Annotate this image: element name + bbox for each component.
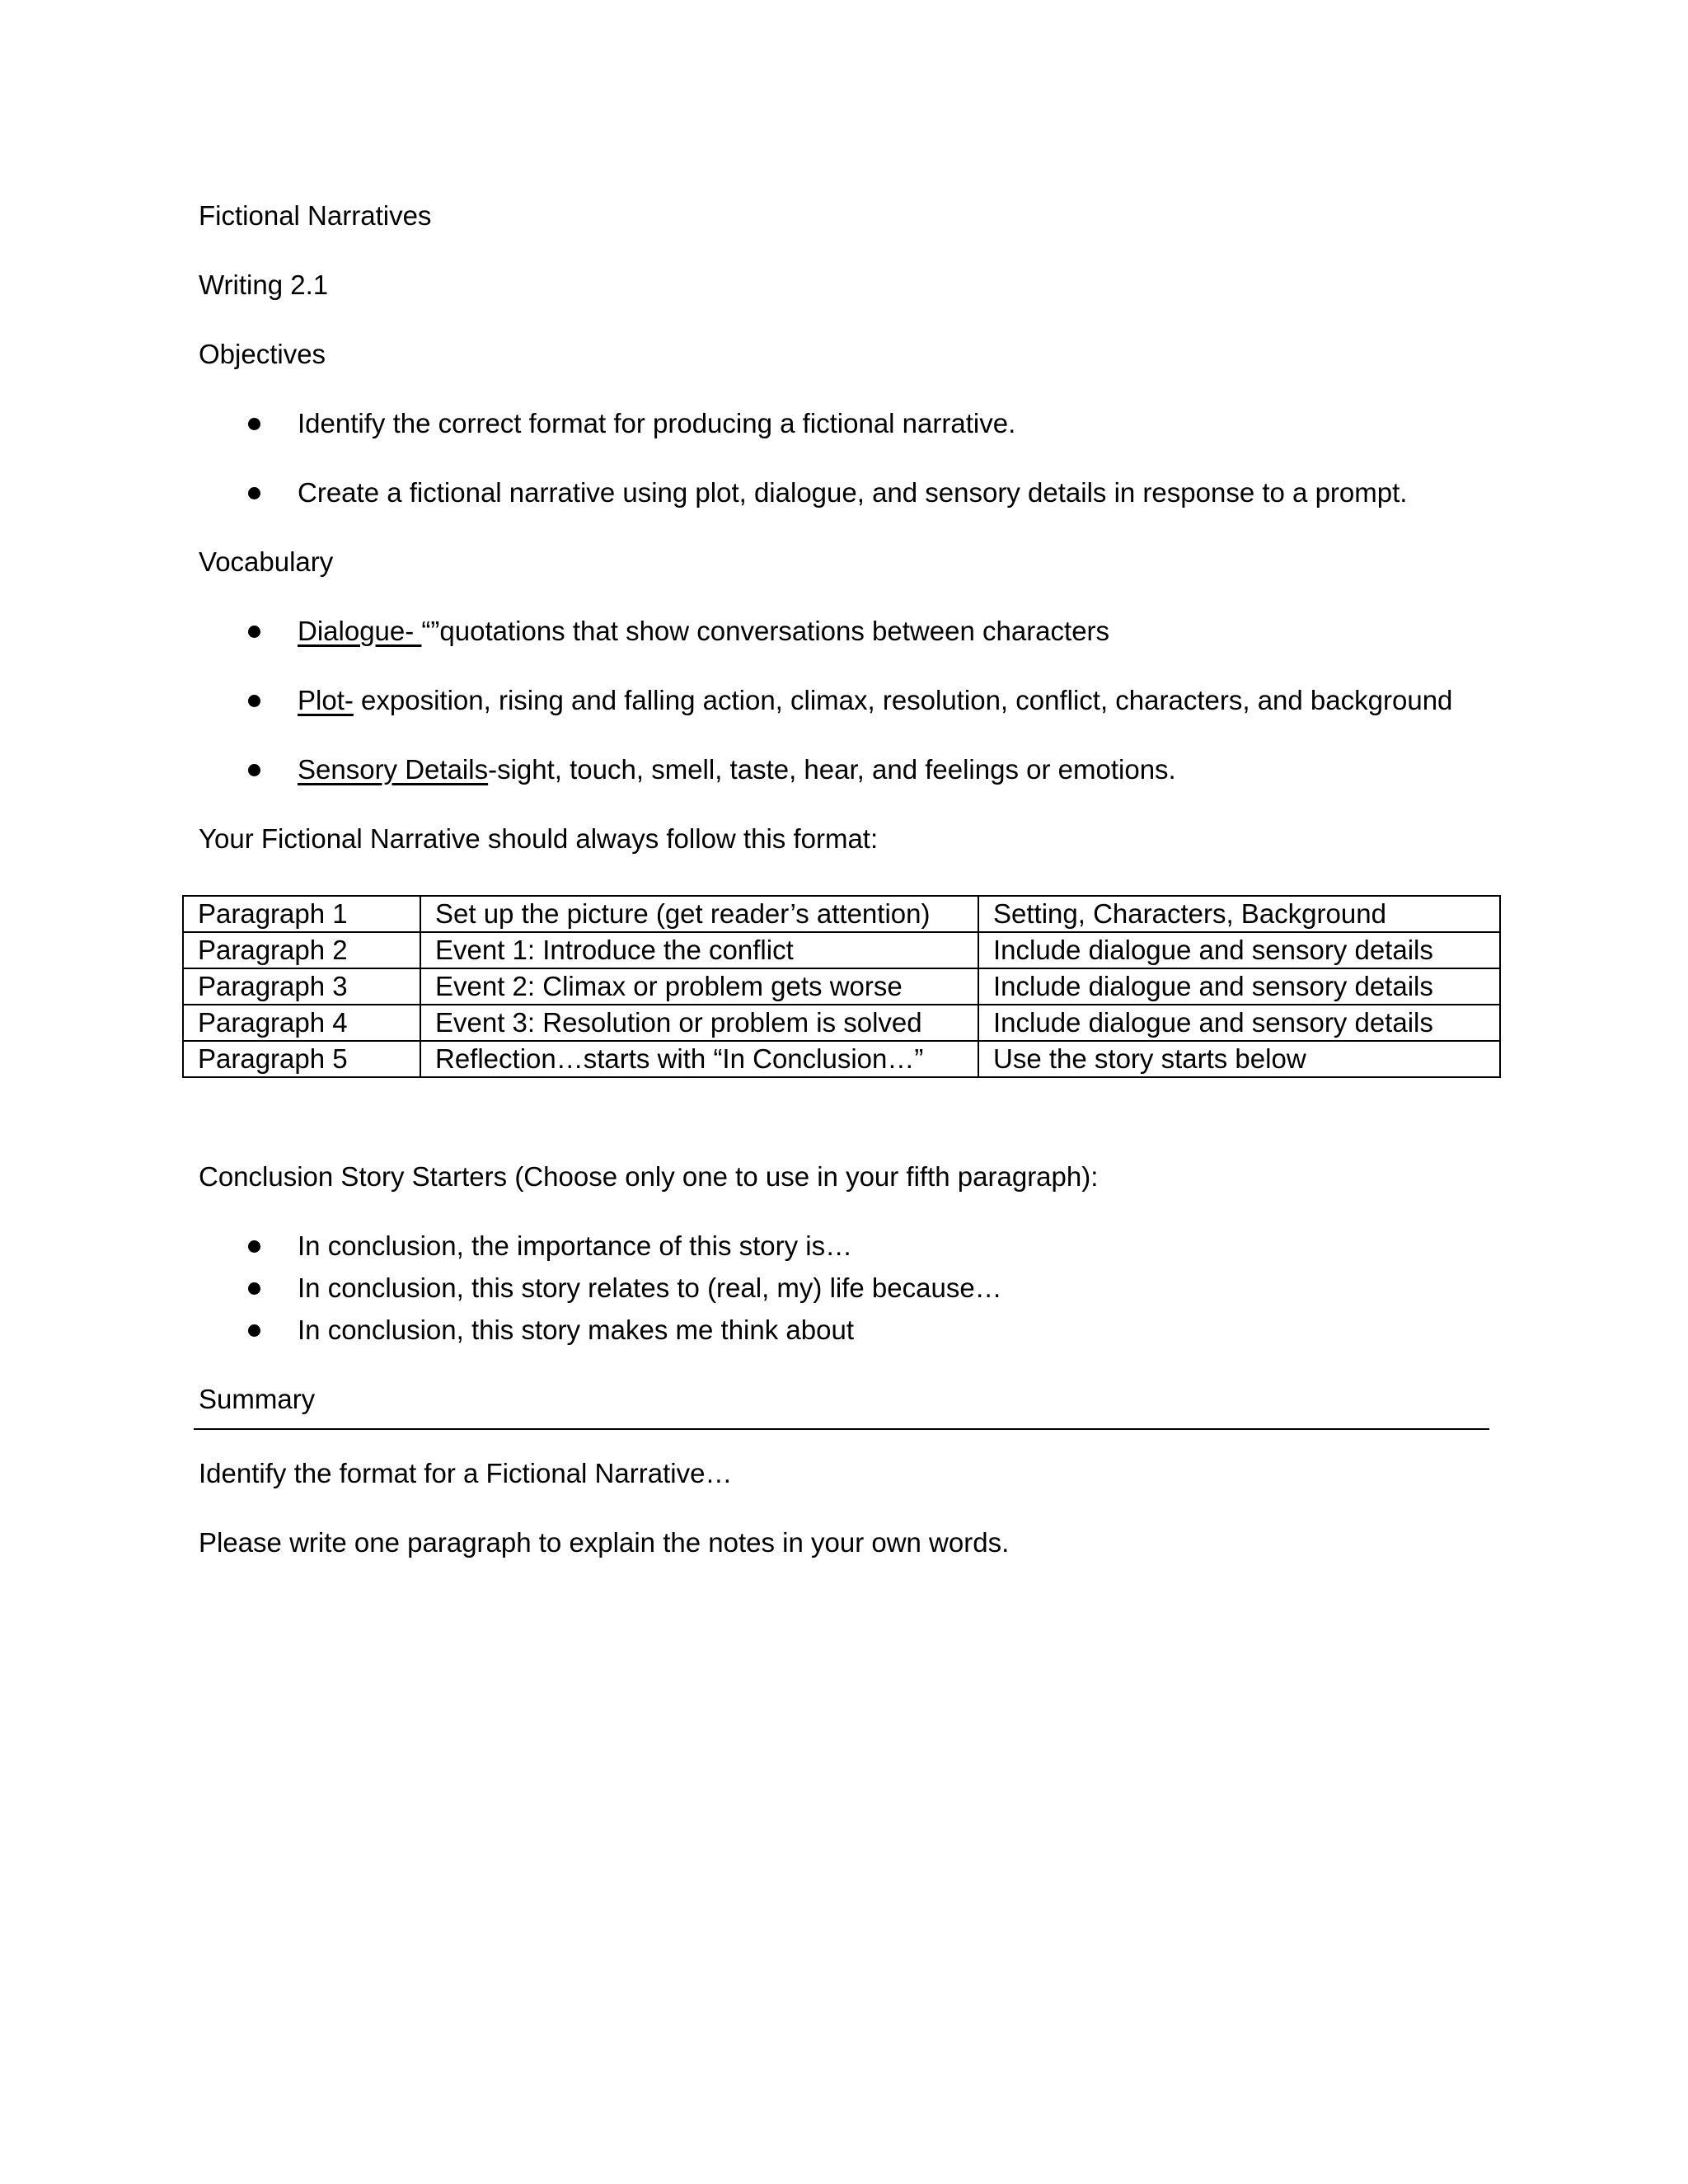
vocabulary-term: Sensory Details — [298, 754, 489, 785]
bullet-icon — [248, 418, 260, 430]
vocabulary-definition: -sight, touch, smell, taste, hear, and feelings or emotions. — [488, 754, 1176, 785]
bullet-icon — [248, 695, 260, 707]
table-cell: Include dialogue and sensory details — [978, 932, 1500, 968]
bullet-icon — [248, 764, 260, 776]
table-cell: Reflection…starts with “In Conclusion…” — [420, 1041, 978, 1077]
summary-heading: Summary — [199, 1384, 316, 1414]
vocabulary-entry — [298, 753, 1176, 786]
document-title: Fictional Narratives — [199, 200, 432, 231]
summary-line: Please write one paragraph to explain the notes in your own words. — [199, 1527, 1010, 1558]
bullet-icon — [248, 626, 260, 638]
table-row — [183, 932, 1500, 968]
objective-text: Identify the correct format for producing a fictional narrative. — [298, 408, 1016, 438]
format-intro: Your Fictional Narrative should always follow this format: — [199, 823, 879, 854]
objectives-heading: Objectives — [199, 339, 326, 369]
table-cell: Paragraph 5 — [183, 1041, 420, 1077]
table-cell: Set up the picture (get reader’s attention) — [420, 896, 978, 932]
summary-divider — [194, 1428, 1489, 1430]
table-cell: Event 3: Resolution or problem is solved — [420, 1005, 978, 1041]
table-row — [183, 896, 1500, 932]
vocabulary-term: Dialogue- — [298, 616, 422, 646]
table-cell: Include dialogue and sensory details — [978, 1005, 1500, 1041]
conclusion-text: In conclusion, this story relates to (real, my) life because… — [298, 1272, 1002, 1303]
vocabulary-definition: “”quotations that show conversations between characters — [421, 616, 1110, 646]
bullet-icon — [248, 1324, 260, 1337]
bullet-icon — [248, 1240, 260, 1253]
table-cell: Paragraph 4 — [183, 1005, 420, 1041]
document-subtitle: Writing 2.1 — [199, 269, 329, 300]
vocabulary-entry — [298, 615, 1109, 648]
vocabulary-entry — [298, 684, 1452, 717]
table-row — [183, 1041, 1500, 1077]
conclusion-text: In conclusion, this story makes me think about — [298, 1315, 854, 1345]
conclusion-text: In conclusion, the importance of this story is… — [298, 1230, 853, 1261]
table-row — [183, 968, 1500, 1005]
vocabulary-heading: Vocabulary — [199, 546, 334, 577]
objective-text: Create a fictional narrative using plot, dialogue, and sensory details in response to a prompt. — [298, 477, 1408, 508]
table-cell: Event 1: Introduce the conflict — [420, 932, 978, 968]
table-cell: Paragraph 1 — [183, 896, 420, 932]
table-cell: Event 2: Climax or problem gets worse — [420, 968, 978, 1005]
table-cell: Setting, Characters, Background — [978, 896, 1500, 932]
bullet-icon — [248, 1282, 260, 1295]
bullet-icon — [248, 487, 260, 499]
table-cell: Include dialogue and sensory details — [978, 968, 1500, 1005]
vocabulary-term: Plot- — [298, 685, 354, 715]
format-table — [182, 895, 1501, 1078]
table-cell: Paragraph 3 — [183, 968, 420, 1005]
conclusion-heading: Conclusion Story Starters (Choose only one to use in your fifth paragraph): — [199, 1161, 1099, 1192]
table-row — [183, 1005, 1500, 1041]
vocabulary-definition: exposition, rising and falling action, climax, resolution, conflict, characters, and background — [353, 685, 1453, 715]
summary-line: Identify the format for a Fictional Narrative… — [199, 1458, 733, 1488]
table-cell: Use the story starts below — [978, 1041, 1500, 1077]
table-cell: Paragraph 2 — [183, 932, 420, 968]
